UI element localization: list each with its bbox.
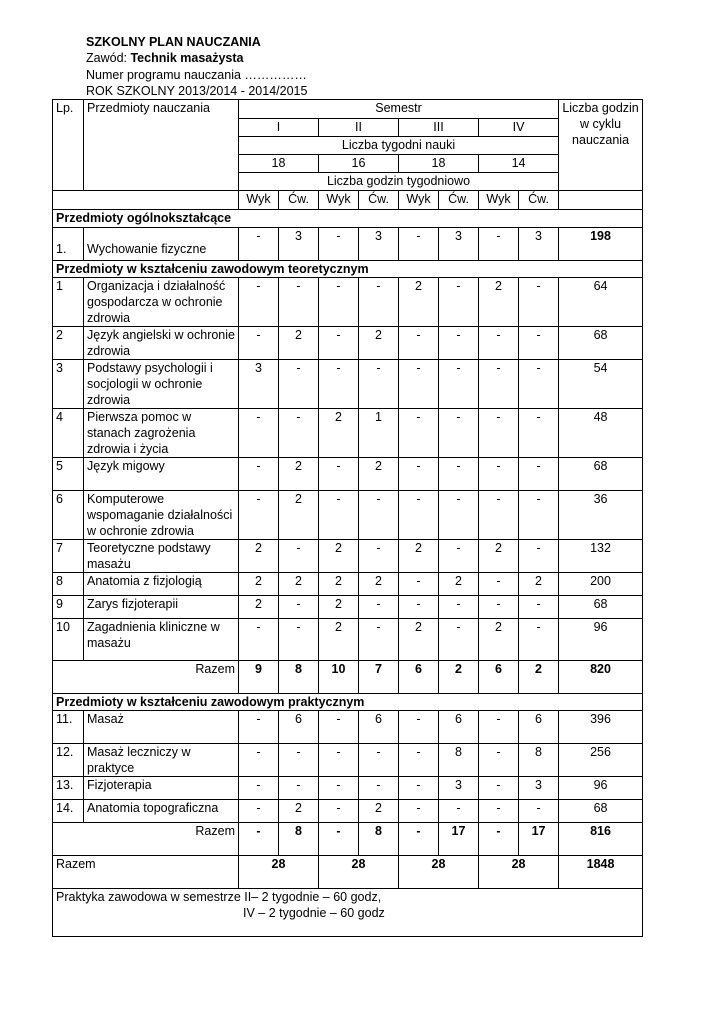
row-lp: 2 bbox=[53, 327, 84, 360]
hours-value: 2 bbox=[319, 619, 359, 661]
table-row bbox=[53, 596, 643, 619]
header-semester-2: II bbox=[319, 119, 399, 137]
hours-value: 6 bbox=[439, 711, 479, 744]
sum-value: - bbox=[319, 823, 359, 856]
hours-value: - bbox=[319, 491, 359, 540]
hours-value: - bbox=[439, 409, 479, 458]
hours-value: 2 bbox=[239, 540, 279, 573]
sum-value: 8 bbox=[359, 823, 399, 856]
row-lp: 9 bbox=[53, 596, 84, 619]
hours-value: 2 bbox=[239, 596, 279, 619]
sum-value: 8 bbox=[279, 823, 319, 856]
hours-value: 3 bbox=[239, 360, 279, 409]
practice-note-line2: IV – 2 tygodnie – 60 godz bbox=[243, 906, 385, 920]
hours-value: 2 bbox=[479, 278, 519, 327]
sum-value: 6 bbox=[479, 661, 519, 694]
hours-value: 8 bbox=[439, 744, 479, 777]
hours-value: - bbox=[239, 327, 279, 360]
sum-row bbox=[53, 823, 643, 856]
header-semester: Semestr bbox=[239, 100, 559, 119]
hours-value: - bbox=[399, 409, 439, 458]
hours-value: - bbox=[399, 777, 439, 800]
row-lp: 7 bbox=[53, 540, 84, 573]
row-total: 68 bbox=[559, 327, 643, 360]
hours-value: - bbox=[319, 327, 359, 360]
hours-value: 2 bbox=[239, 573, 279, 596]
profession-line bbox=[86, 50, 307, 66]
hours-value: 6 bbox=[279, 711, 319, 744]
hours-value: - bbox=[399, 458, 439, 491]
hours-value: - bbox=[319, 744, 359, 777]
hours-value: 2 bbox=[279, 573, 319, 596]
hours-value: - bbox=[319, 800, 359, 823]
hours-value: 2 bbox=[279, 491, 319, 540]
header-weeks-4: 14 bbox=[479, 155, 559, 173]
hours-value: 2 bbox=[359, 573, 399, 596]
header-total-hours: Liczba godzin w cyklu nauczania bbox=[559, 100, 643, 191]
profession-value: Technik masażysta bbox=[130, 51, 244, 66]
hours-value: 2 bbox=[399, 278, 439, 327]
row-total: 68 bbox=[559, 596, 643, 619]
hours-value: - bbox=[479, 409, 519, 458]
hours-value: - bbox=[479, 458, 519, 491]
table-row bbox=[53, 711, 643, 744]
hours-value: - bbox=[399, 573, 439, 596]
row-lp: 6 bbox=[53, 491, 84, 540]
hours-value: - bbox=[319, 777, 359, 800]
header-semester-4: IV bbox=[479, 119, 559, 137]
section-row bbox=[53, 261, 643, 278]
hours-value: - bbox=[359, 360, 399, 409]
section-row bbox=[53, 694, 643, 711]
subject-name: Teoretyczne podstawy masażu bbox=[84, 540, 239, 573]
hours-value: - bbox=[519, 540, 559, 573]
hours-value: 2 bbox=[319, 596, 359, 619]
school-year: ROK SZKOLNY 2013/2014 - 2014/2015 bbox=[86, 84, 308, 99]
sum-value: 10 bbox=[319, 661, 359, 694]
row-total: 396 bbox=[559, 711, 643, 744]
hours-value: - bbox=[519, 596, 559, 619]
hours-value: - bbox=[479, 327, 519, 360]
hours-value: 2 bbox=[399, 540, 439, 573]
practice-note bbox=[53, 889, 643, 937]
hours-value: 2 bbox=[279, 458, 319, 491]
hours-value: 1 bbox=[359, 409, 399, 458]
hours-value: - bbox=[479, 596, 519, 619]
section-title: Przedmioty ogólnokształcące bbox=[53, 210, 643, 228]
subject-name: Fizjoterapia bbox=[84, 777, 239, 800]
hours-value: - bbox=[439, 800, 479, 823]
hours-value: - bbox=[479, 777, 519, 800]
section-title: Przedmioty w kształceniu zawodowym teoretycznym bbox=[53, 261, 643, 278]
hours-value: - bbox=[319, 228, 359, 261]
row-total: 132 bbox=[559, 540, 643, 573]
hours-value: 2 bbox=[359, 327, 399, 360]
row-lp: 3 bbox=[53, 360, 84, 409]
hours-value: - bbox=[319, 360, 359, 409]
table-row bbox=[53, 540, 643, 573]
hours-value: - bbox=[519, 360, 559, 409]
hours-value: - bbox=[359, 491, 399, 540]
table-row bbox=[53, 800, 643, 823]
table-row bbox=[53, 491, 643, 540]
table-row bbox=[53, 744, 643, 777]
header-lp: Lp. bbox=[53, 100, 84, 191]
hours-value: 2 bbox=[279, 327, 319, 360]
hours-value: 3 bbox=[279, 228, 319, 261]
sum-value: 17 bbox=[439, 823, 479, 856]
hours-value: - bbox=[399, 744, 439, 777]
hours-value: - bbox=[279, 540, 319, 573]
row-total: 48 bbox=[559, 409, 643, 458]
hours-value: - bbox=[519, 491, 559, 540]
hours-value: - bbox=[359, 777, 399, 800]
row-total: 200 bbox=[559, 573, 643, 596]
hours-value: - bbox=[439, 491, 479, 540]
hours-value: 2 bbox=[319, 573, 359, 596]
hours-value: 2 bbox=[479, 540, 519, 573]
table-row bbox=[53, 573, 643, 596]
header-weeks-label: Liczba tygodni nauki bbox=[239, 137, 559, 155]
header-col-type: Wyk bbox=[319, 191, 359, 210]
hours-value: - bbox=[399, 491, 439, 540]
header-hours-label: Liczba godzin tygodniowo bbox=[239, 173, 559, 191]
hours-value: - bbox=[439, 327, 479, 360]
hours-value: - bbox=[279, 278, 319, 327]
hours-value: 2 bbox=[359, 800, 399, 823]
row-lp: 11. bbox=[53, 711, 84, 744]
section-row bbox=[53, 210, 643, 228]
hours-value: - bbox=[479, 800, 519, 823]
row-total: 64 bbox=[559, 278, 643, 327]
subject-name: Anatomia topograficzna bbox=[84, 800, 239, 823]
hours-value: - bbox=[239, 409, 279, 458]
sum-label: Razem bbox=[53, 661, 239, 694]
subject-name: Anatomia z fizjologią bbox=[84, 573, 239, 596]
row-total: 198 bbox=[559, 228, 643, 261]
footer-row bbox=[53, 889, 643, 937]
hours-value: - bbox=[279, 744, 319, 777]
sum-value: - bbox=[399, 823, 439, 856]
header-col-type: Ćw. bbox=[279, 191, 319, 210]
table-row bbox=[53, 228, 643, 261]
header-col-type: Wyk bbox=[239, 191, 279, 210]
hours-value: - bbox=[439, 360, 479, 409]
row-total: 36 bbox=[559, 491, 643, 540]
row-lp: 13. bbox=[53, 777, 84, 800]
hours-value: - bbox=[519, 409, 559, 458]
header-col-type: Wyk bbox=[479, 191, 519, 210]
header-col-type: Ćw. bbox=[439, 191, 479, 210]
hours-value: 3 bbox=[519, 228, 559, 261]
hours-value: 2 bbox=[359, 458, 399, 491]
subject-name: Język migowy bbox=[84, 458, 239, 491]
row-total: 68 bbox=[559, 800, 643, 823]
row-lp: 1 bbox=[53, 278, 84, 327]
hours-value: - bbox=[439, 540, 479, 573]
hours-value: - bbox=[239, 458, 279, 491]
hours-value: - bbox=[479, 360, 519, 409]
grand-total-label: Razem bbox=[53, 856, 239, 889]
hours-value: - bbox=[239, 278, 279, 327]
header-empty bbox=[559, 191, 643, 210]
hours-value: 2 bbox=[519, 573, 559, 596]
grand-total-semester: 28 bbox=[399, 856, 479, 889]
hours-value: 2 bbox=[439, 573, 479, 596]
table-row bbox=[53, 409, 643, 458]
subject-name: Język angielski w ochronie zdrowia bbox=[84, 327, 239, 360]
hours-value: - bbox=[399, 711, 439, 744]
row-total: 54 bbox=[559, 360, 643, 409]
hours-value: - bbox=[439, 458, 479, 491]
hours-value: - bbox=[479, 711, 519, 744]
hours-value: - bbox=[359, 278, 399, 327]
hours-value: - bbox=[239, 491, 279, 540]
hours-value: 3 bbox=[439, 228, 479, 261]
hours-value: 2 bbox=[279, 800, 319, 823]
table-row bbox=[53, 360, 643, 409]
sum-value: 7 bbox=[359, 661, 399, 694]
subject-name: Wychowanie fizyczne bbox=[84, 228, 239, 261]
hours-value: 3 bbox=[519, 777, 559, 800]
hours-value: - bbox=[239, 711, 279, 744]
hours-value: - bbox=[239, 744, 279, 777]
hours-value: 3 bbox=[439, 777, 479, 800]
hours-value: - bbox=[319, 278, 359, 327]
subject-name: Masaż bbox=[84, 711, 239, 744]
sum-total: 816 bbox=[559, 823, 643, 856]
sum-label: Razem bbox=[53, 823, 239, 856]
hours-value: - bbox=[519, 278, 559, 327]
subject-name: Masaż leczniczy w praktyce bbox=[84, 744, 239, 777]
table-row bbox=[53, 278, 643, 327]
sum-value: - bbox=[239, 823, 279, 856]
subject-name: Zarys fizjoterapii bbox=[84, 596, 239, 619]
header-col-type: Wyk bbox=[399, 191, 439, 210]
header-empty bbox=[53, 191, 239, 210]
hours-value: - bbox=[519, 327, 559, 360]
row-lp: 10 bbox=[53, 619, 84, 661]
sum-value: - bbox=[479, 823, 519, 856]
sum-value: 9 bbox=[239, 661, 279, 694]
subject-name: Pierwsza pomoc w stanach zagrożenia zdrowia i życia bbox=[84, 409, 239, 458]
hours-value: - bbox=[439, 619, 479, 661]
header-semester-1: I bbox=[239, 119, 319, 137]
sum-total: 820 bbox=[559, 661, 643, 694]
row-total: 96 bbox=[559, 777, 643, 800]
table-row bbox=[53, 458, 643, 491]
practice-note-line1: Praktyka zawodowa w semestrze II– 2 tygodnie – 60 godz, bbox=[56, 890, 382, 904]
header-subjects: Przedmioty nauczania bbox=[84, 100, 239, 191]
hours-value: - bbox=[479, 573, 519, 596]
hours-value: - bbox=[439, 278, 479, 327]
grand-total-semester: 28 bbox=[479, 856, 559, 889]
header-col-type: Ćw. bbox=[519, 191, 559, 210]
hours-value: - bbox=[239, 777, 279, 800]
subject-name: Zagadnienia kliniczne w masażu bbox=[84, 619, 239, 661]
hours-value: - bbox=[519, 458, 559, 491]
program-number: Numer programu nauczania …………… bbox=[86, 67, 307, 82]
hours-value: 2 bbox=[319, 409, 359, 458]
sum-value: 17 bbox=[519, 823, 559, 856]
header-semester-3: III bbox=[399, 119, 479, 137]
hours-value: - bbox=[439, 596, 479, 619]
row-lp: 5 bbox=[53, 458, 84, 491]
hours-value: 6 bbox=[359, 711, 399, 744]
table-header-row bbox=[53, 100, 643, 119]
subject-name: Komputerowe wspomaganie działalności w ochronie zdrowia bbox=[84, 491, 239, 540]
hours-value: - bbox=[319, 711, 359, 744]
hours-value: 2 bbox=[479, 619, 519, 661]
row-lp: 1. bbox=[53, 228, 84, 261]
hours-value: - bbox=[239, 800, 279, 823]
grand-total-semester: 28 bbox=[319, 856, 399, 889]
hours-value: - bbox=[359, 744, 399, 777]
hours-value: - bbox=[279, 360, 319, 409]
hours-value: 3 bbox=[359, 228, 399, 261]
row-lp: 12. bbox=[53, 744, 84, 777]
section-title: Przedmioty w kształceniu zawodowym praktycznym bbox=[53, 694, 643, 711]
hours-value: - bbox=[359, 619, 399, 661]
row-lp: 14. bbox=[53, 800, 84, 823]
hours-value: - bbox=[239, 228, 279, 261]
header-weeks-2: 16 bbox=[319, 155, 399, 173]
table-row bbox=[53, 327, 643, 360]
sum-value: 2 bbox=[439, 661, 479, 694]
document-header bbox=[86, 34, 307, 100]
hours-value: - bbox=[319, 458, 359, 491]
hours-value: - bbox=[359, 596, 399, 619]
hours-value: - bbox=[399, 360, 439, 409]
grand-total-row bbox=[53, 856, 643, 889]
hours-value: - bbox=[399, 228, 439, 261]
hours-value: - bbox=[279, 619, 319, 661]
sum-value: 6 bbox=[399, 661, 439, 694]
sum-value: 2 bbox=[519, 661, 559, 694]
hours-value: - bbox=[279, 409, 319, 458]
sum-value: 8 bbox=[279, 661, 319, 694]
hours-value: - bbox=[479, 228, 519, 261]
row-total: 68 bbox=[559, 458, 643, 491]
hours-value: - bbox=[399, 596, 439, 619]
hours-value: 8 bbox=[519, 744, 559, 777]
hours-value: - bbox=[359, 540, 399, 573]
hours-value: - bbox=[279, 596, 319, 619]
hours-value: - bbox=[399, 800, 439, 823]
sum-row bbox=[53, 661, 643, 694]
document-title: SZKOLNY PLAN NAUCZANIA bbox=[86, 35, 261, 49]
row-total: 96 bbox=[559, 619, 643, 661]
hours-value: 6 bbox=[519, 711, 559, 744]
table-row bbox=[53, 777, 643, 800]
hours-value: - bbox=[399, 327, 439, 360]
hours-value: 2 bbox=[319, 540, 359, 573]
hours-value: - bbox=[479, 744, 519, 777]
row-lp: 8 bbox=[53, 573, 84, 596]
hours-value: - bbox=[519, 619, 559, 661]
hours-value: - bbox=[239, 619, 279, 661]
curriculum-table bbox=[52, 99, 643, 937]
subject-name: Organizacja i działalność gospodarcza w ochronie zdrowia bbox=[84, 278, 239, 327]
row-total: 256 bbox=[559, 744, 643, 777]
table-row bbox=[53, 619, 643, 661]
header-col-type: Ćw. bbox=[359, 191, 399, 210]
header-weeks-1: 18 bbox=[239, 155, 319, 173]
hours-value: - bbox=[479, 491, 519, 540]
table-header-row bbox=[53, 191, 643, 210]
hours-value: 2 bbox=[399, 619, 439, 661]
header-weeks-3: 18 bbox=[399, 155, 479, 173]
profession-label: Zawód: bbox=[86, 51, 131, 66]
hours-value: - bbox=[519, 800, 559, 823]
subject-name: Podstawy psychologii i socjologii w ochronie zdrowia bbox=[84, 360, 239, 409]
row-lp: 4 bbox=[53, 409, 84, 458]
grand-total-semester: 28 bbox=[239, 856, 319, 889]
grand-total-value: 1848 bbox=[559, 856, 643, 889]
hours-value: - bbox=[279, 777, 319, 800]
